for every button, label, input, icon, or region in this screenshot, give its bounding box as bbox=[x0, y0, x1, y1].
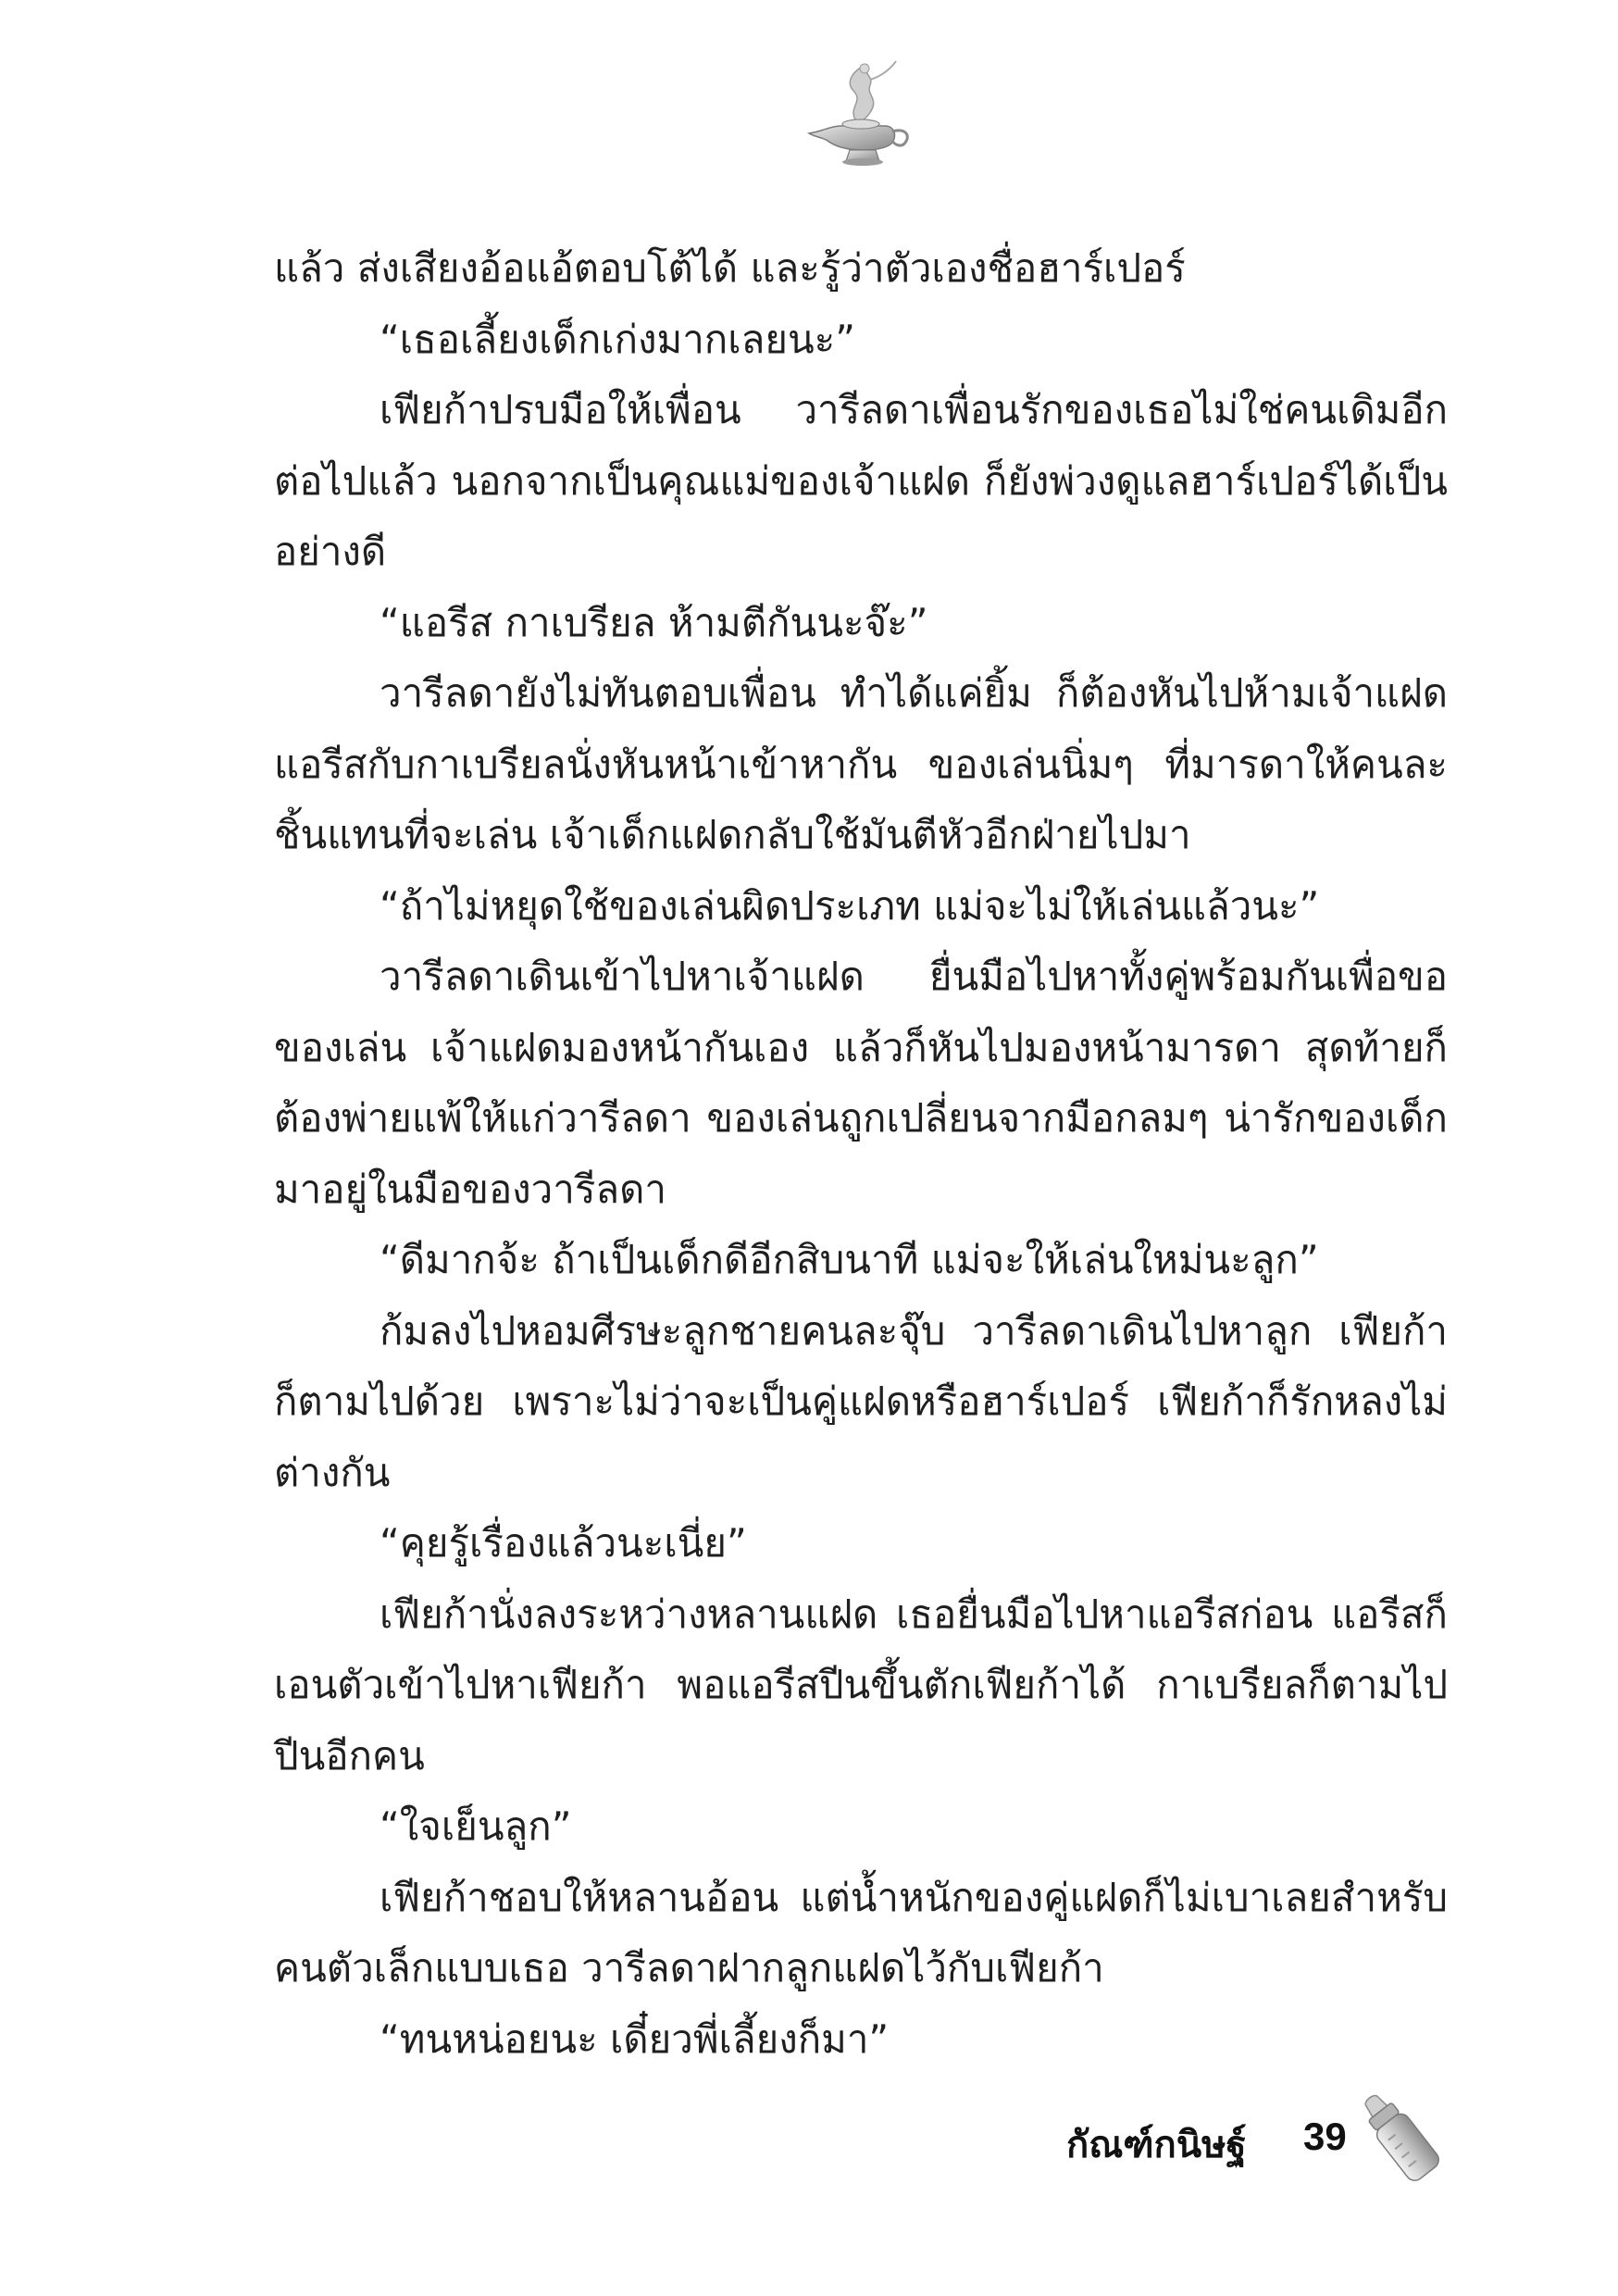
paragraph: วารีลดาเดินเข้าไปหาเจ้าแฝด ยื่นมือไปหาทั้งคู่พร้อมกันเพื่อขอของเล่น เจ้าแฝดมองหน้ากันเอง แล้วก็หันไปมองหน้ามารดา สุดท้ายก็ต้องพ่ายแพ้ให้แก่วารีลดา ของเล่นถูกเปลี่ยนจากมือกลมๆ น่ารักของเด็กมาอยู่ในมือของวารีลดา bbox=[274, 954, 1448, 1212]
paragraph: “เธอเลี้ยงเด็กเก่งมากเลยนะ” bbox=[380, 316, 855, 362]
paragraph: แล้ว ส่งเสียงอ้อแอ้ตอบโต้ได้ และรู้ว่าตัวเองชื่อฮาร์เปอร์ bbox=[274, 245, 1186, 291]
paragraph: “คุยรู้เรื่องแล้วนะเนี่ย” bbox=[380, 1520, 747, 1566]
book-title: กัณฑ์กนิษฐ์ bbox=[1066, 2124, 1247, 2166]
paragraph: “ทนหน่อยนะ เดี๋ยวพี่เลี้ยงก็มา” bbox=[380, 2015, 890, 2062]
paragraph: “ใจเย็นลูก” bbox=[380, 1803, 572, 1849]
page-footer bbox=[1046, 2087, 1416, 2198]
paragraph: “ดีมากจ้ะ ถ้าเป็นเด็กดีอีกสิบนาที แม่จะให้เล่นใหม่นะลูก” bbox=[380, 1237, 1319, 1282]
body-text bbox=[274, 233, 1448, 2075]
paragraph: เฟียก้าปรบมือให้เพื่อน วารีลดาเพื่อนรักของเธอไม่ใช่คนเดิมอีกต่อไปแล้ว นอกจากเป็นคุณแม่ของเจ้าแฝด ก็ยังพ่วงดูแลฮาร์เปอร์ได้เป็นอย่างดี bbox=[274, 387, 1448, 574]
paragraph: วารีลดายังไม่ทันตอบเพื่อน ทำได้แค่ยิ้ม ก็ต้องหันไปห้ามเจ้าแฝดแอรีสกับกาเบรียลนั่งหันหน้าเข้าหากัน ของเล่นนิ่มๆ ที่มารดาให้คนละชิ้นแทนที่จะเล่น เจ้าเด็กแฝดกลับใช้มันตีหัวอีกฝ่ายไปมา bbox=[274, 670, 1448, 857]
page-number: 39 bbox=[1303, 2115, 1347, 2158]
paragraph: “ถ้าไม่หยุดใช้ของเล่นผิดประเภท แม่จะไม่ให้เล่นแล้วนะ” bbox=[380, 882, 1320, 929]
baby-bottle-icon bbox=[1361, 2087, 1446, 2196]
genie-lamp-icon bbox=[800, 57, 920, 168]
paragraph: เฟียก้านั่งลงระหว่างหลานแฝด เธอยื่นมือไปหาแอรีสก่อน แอรีสก็เอนตัวเข้าไปหาเฟียก้า พอแอรีสปีนขึ้นตักเฟียก้าได้ กาเบรียลก็ตามไปปีนอีกคน bbox=[274, 1591, 1448, 1778]
paragraph: เฟียก้าชอบให้หลานอ้อน แต่น้ำหนักของคู่แฝดก็ไม่เบาเลยสำหรับคนตัวเล็กแบบเธอ วารีลดาฝากลูกแฝดไว้กับเฟียก้า bbox=[274, 1874, 1448, 1990]
paragraph: ก้มลงไปหอมศีรษะลูกชายคนละจุ๊บ วารีลดาเดินไปหาลูก เฟียก้าก็ตามไปด้วย เพราะไม่ว่าจะเป็นคู่แฝดหรือฮาร์เปอร์ เฟียก้าก็รักหลงไม่ต่างกัน bbox=[274, 1307, 1448, 1495]
paragraph: “แอรีส กาเบรียล ห้ามตีกันนะจ๊ะ” bbox=[380, 599, 928, 645]
